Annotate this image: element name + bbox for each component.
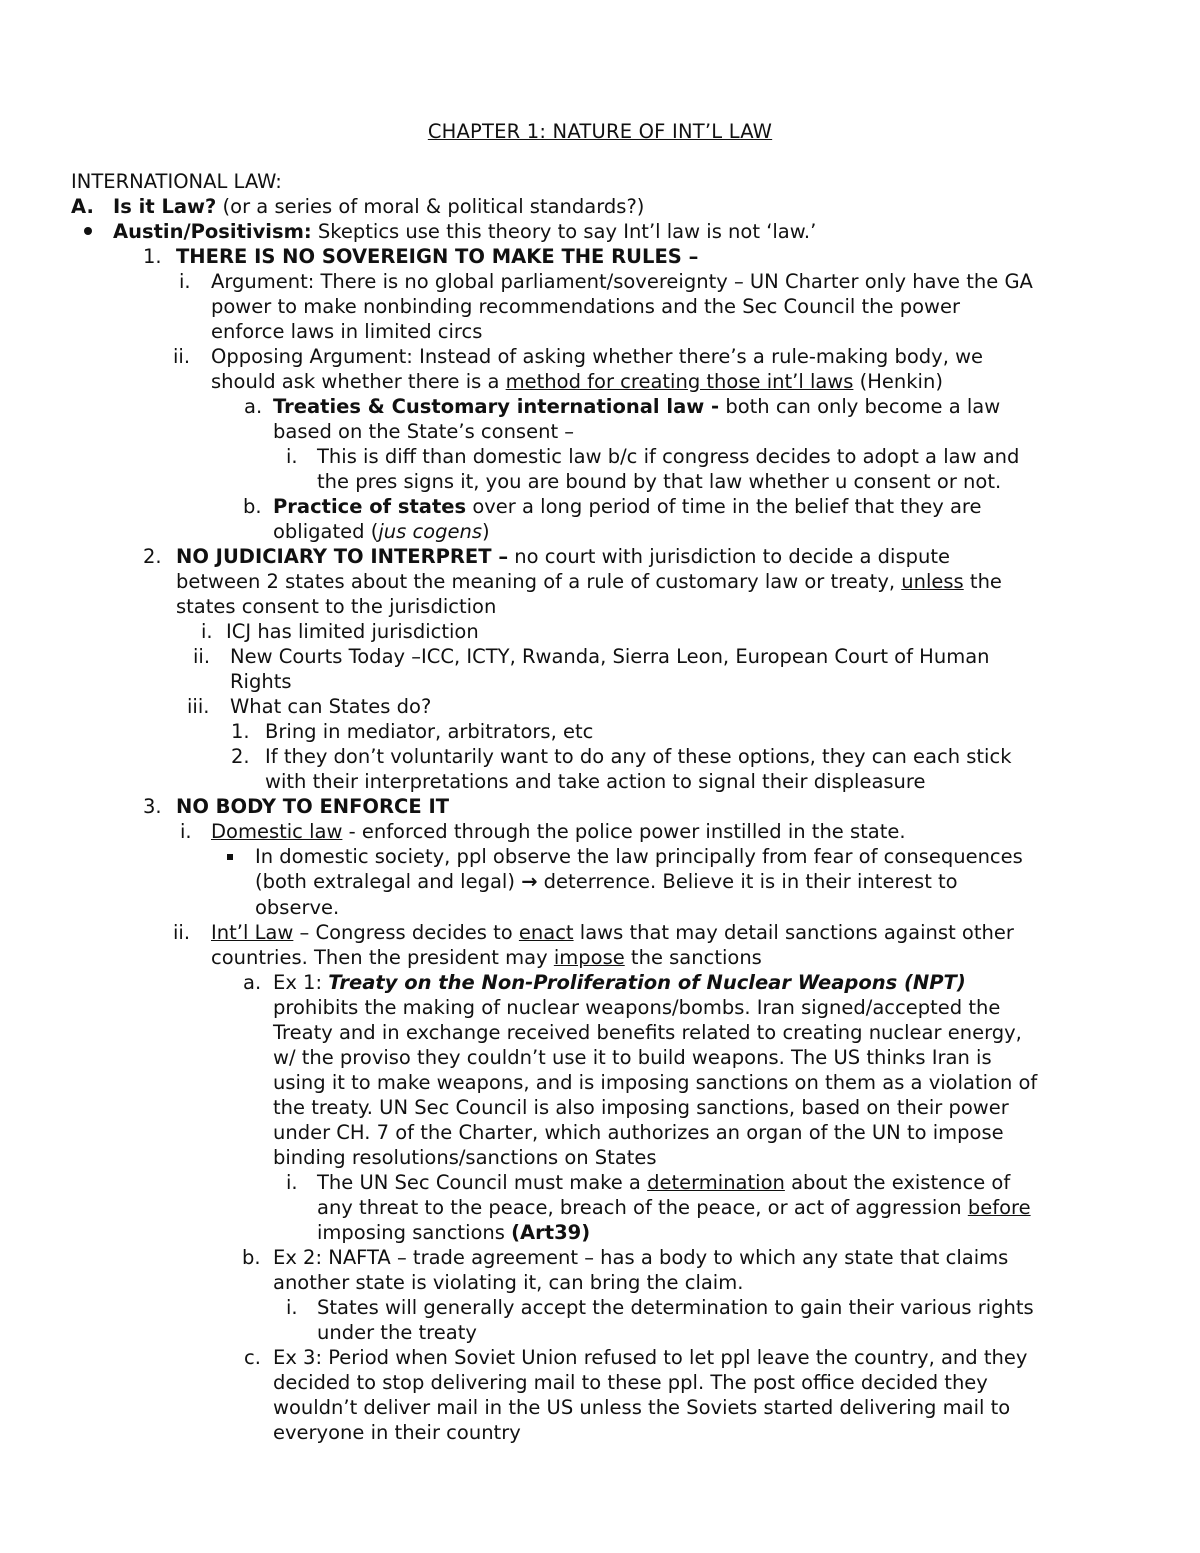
- p3-a-text-7: under CH. 7 of the Charter, which authorizes an organ of the UN to impose: [273, 1121, 1004, 1144]
- p3-a-text-4: w/ the proviso they couldn’t use it to build weapons. The US thinks Iran is: [273, 1046, 992, 1069]
- p3-c-text-1: Ex 3: Period when Soviet Union refused to let ppl leave the country, and they: [273, 1346, 1028, 1369]
- p3-b-i-line-2: [0, 1320, 1200, 1345]
- p1-a-i-line-2: [0, 469, 1200, 494]
- p3-c-line-3: [0, 1395, 1200, 1420]
- p2-n1-marker: 1.: [231, 720, 250, 743]
- p3-sq-line-1: [0, 844, 1200, 869]
- p2-ii-text-2: Rights: [230, 670, 292, 693]
- point-2-marker: 2.: [143, 545, 162, 568]
- p1-a-text-2: based on the State’s consent –: [273, 420, 575, 443]
- section-a-text: [113, 194, 644, 219]
- p3-a-i-marker: i.: [286, 1171, 298, 1194]
- p1-b-line-1: [0, 494, 1200, 519]
- p3-c-line-4: [0, 1420, 1200, 1445]
- p3-a-i-text-1: The UN Sec Council must make a determination about the existence of: [317, 1171, 1011, 1194]
- p2-ii-line-2: [0, 669, 1200, 694]
- p2-iii-marker: iii.: [187, 695, 210, 718]
- point-1-heading: THERE IS NO SOVEREIGN TO MAKE THE RULES –: [176, 245, 699, 268]
- austin-rest: Skeptics use this theory to say Int’l law is not ‘law.’: [311, 220, 817, 243]
- p3-b-text-2: another state is violating it, can bring the claim.: [273, 1271, 744, 1294]
- p1-a-i-text-2: the pres signs it, you are bound by that law whether u consent or not.: [317, 470, 1002, 493]
- p1-a-text-1: Treaties & Customary international law - both can only become a law: [273, 395, 1001, 418]
- p3-c-line-2: [0, 1370, 1200, 1395]
- p3-a-i-text-2: any threat to the peace, breach of the peace, or act of aggression before: [317, 1196, 1031, 1219]
- p3-b-line-2: [0, 1270, 1200, 1295]
- p3-c-text-4: everyone in their country: [273, 1421, 521, 1444]
- p2-i-text: ICJ has limited jurisdiction: [226, 620, 479, 643]
- p2-ii-text-1: New Courts Today –ICC, ICTY, Rwanda, Sierra Leon, European Court of Human: [230, 645, 990, 668]
- p1-i-line-3: [0, 319, 1200, 344]
- p3-ii-line-2: [0, 945, 1200, 970]
- p3-a-line-1: [0, 970, 1200, 995]
- p1-a-i-line-1: [0, 444, 1200, 469]
- p2-n2-text-1: If they don’t voluntarily want to do any of these options, they can each stick: [265, 745, 1012, 768]
- p1-b-marker: b.: [243, 495, 262, 518]
- p3-c-text-2: decided to stop delivering mail to these ppl. The post office decided they: [273, 1371, 988, 1394]
- p2-n2-text-2: with their interpretations and take action to signal their displeasure: [265, 770, 926, 793]
- p3-a-i-line-3: [0, 1220, 1200, 1245]
- p3-b-marker: b.: [242, 1246, 261, 1269]
- austin-text: [113, 219, 816, 244]
- p1-ii-text-1: Opposing Argument: Instead of asking whether there’s a rule-making body, we: [211, 345, 984, 368]
- p2-i-marker: i.: [201, 620, 213, 643]
- p1-i-line-1: [0, 269, 1200, 294]
- point-2-line-2: [0, 569, 1200, 594]
- p1-a-i-text-1: This is diff than domestic law b/c if congress decides to adopt a law and: [317, 445, 1020, 468]
- p2-n2-line-2: [0, 769, 1200, 794]
- p3-sq-text-2: (both extralegal and legal) → deterrence. Believe it is in their interest to: [255, 870, 958, 893]
- square-bullet-icon: [227, 844, 233, 869]
- document-body: [0, 169, 1200, 1445]
- p3-b-i-line-1: [0, 1295, 1200, 1320]
- p3-a-line-7: [0, 1120, 1200, 1145]
- p3-b-line-1: [0, 1245, 1200, 1270]
- p1-ii-line-1: [0, 344, 1200, 369]
- austin-bullet-line: [0, 219, 1200, 244]
- p3-i-line: [0, 819, 1200, 844]
- p1-a-line-1: [0, 394, 1200, 419]
- p1-ii-text-2: should ask whether there is a method for creating those int’l laws (Henkin): [211, 370, 943, 393]
- p3-ii-marker: ii.: [173, 921, 191, 944]
- p2-iii-line: [0, 694, 1200, 719]
- p1-b-text-2: obligated (jus cogens): [273, 520, 490, 543]
- section-a-bold: Is it Law?: [113, 195, 217, 218]
- p3-a-line-2: [0, 995, 1200, 1020]
- p3-a-text-3: Treaty and in exchange received benefits related to creating nuclear energy,: [273, 1021, 1022, 1044]
- p1-a-line-2: [0, 419, 1200, 444]
- p2-ii-marker: ii.: [193, 645, 211, 668]
- point-2-text-2: between 2 states about the meaning of a rule of customary law or treaty, unless the: [176, 570, 1002, 593]
- p3-sq-line-2: [0, 869, 1200, 895]
- p3-c-marker: c.: [244, 1346, 261, 1369]
- p1-a-i-marker: i.: [286, 445, 298, 468]
- p3-ii-line-1: [0, 920, 1200, 945]
- p2-ii-line-1: [0, 644, 1200, 669]
- point-2-text-3: states consent to the jurisdiction: [176, 595, 497, 618]
- p3-b-i-text-2: under the treaty: [317, 1321, 477, 1344]
- p3-c-line-1: [0, 1345, 1200, 1370]
- p1-a-marker: a.: [244, 395, 263, 418]
- p3-b-i-marker: i.: [286, 1296, 298, 1319]
- p3-a-line-5: [0, 1070, 1200, 1095]
- p3-a-i-text-3: imposing sanctions (Art39): [317, 1221, 591, 1244]
- point-2-line-3: [0, 594, 1200, 619]
- p2-n1-line: [0, 719, 1200, 744]
- p3-a-i-line-2: [0, 1195, 1200, 1220]
- bullet-dot-icon: [84, 219, 92, 244]
- p1-ii-marker: ii.: [173, 345, 191, 368]
- p1-b-text-1: Practice of states over a long period of time in the belief that they are: [273, 495, 982, 518]
- p3-a-i-line-1: [0, 1170, 1200, 1195]
- p2-n2-line-1: [0, 744, 1200, 769]
- p3-a-text-6: the treaty. UN Sec Council is also imposing sanctions, based on their power: [273, 1096, 1009, 1119]
- p2-iii-text: What can States do?: [230, 695, 432, 718]
- p3-a-marker: a.: [243, 971, 262, 994]
- p3-i-text: Domestic law - enforced through the police power instilled in the state.: [211, 820, 906, 843]
- p1-ii-line-2: [0, 369, 1200, 394]
- p2-i-line: [0, 619, 1200, 644]
- page-title: CHAPTER 1: NATURE OF INT’L LAW: [427, 120, 773, 143]
- p3-i-marker: i.: [180, 820, 192, 843]
- point-2-line: [0, 544, 1200, 569]
- section-a-rest: (or a series of moral & political standards?): [216, 195, 645, 218]
- point-3-line: [0, 794, 1200, 819]
- point-1-marker: 1.: [143, 245, 162, 268]
- p3-a-text-8: binding resolutions/sanctions on States: [273, 1146, 657, 1169]
- p1-b-line-2: [0, 519, 1200, 544]
- p2-n2-marker: 2.: [231, 745, 250, 768]
- p3-a-line-4: [0, 1045, 1200, 1070]
- point-2-text-1: NO JUDICIARY TO INTERPRET – no court with jurisdiction to decide a dispute: [176, 545, 951, 568]
- p3-sq-line-3: [0, 895, 1200, 920]
- section-a-line: [0, 194, 1200, 219]
- p3-a-line-3: [0, 1020, 1200, 1045]
- p3-a-text-1: Ex 1: Treaty on the Non-Proliferation of Nuclear Weapons (NPT): [273, 971, 966, 994]
- p3-c-text-3: wouldn’t deliver mail in the US unless the Soviets started delivering mail to: [273, 1396, 1011, 1419]
- section-a-marker: A.: [71, 195, 94, 218]
- p3-b-text-1: Ex 2: NAFTA – trade agreement – has a body to which any state that claims: [273, 1246, 1009, 1269]
- p3-sq-text-1: In domestic society, ppl observe the law principally from fear of consequences: [255, 845, 1023, 868]
- p2-n1-text: Bring in mediator, arbitrators, etc: [265, 720, 594, 743]
- section-heading: INTERNATIONAL LAW:: [71, 170, 282, 193]
- p1-i-text-3: enforce laws in limited circs: [211, 320, 483, 343]
- p1-i-text-2: power to make nonbinding recommendations and the Sec Council the power: [211, 295, 961, 318]
- p3-a-text-2: prohibits the making of nuclear weapons/bombs. Iran signed/accepted the: [273, 996, 1001, 1019]
- point-3-heading: NO BODY TO ENFORCE IT: [176, 795, 449, 818]
- p3-a-line-6: [0, 1095, 1200, 1120]
- method-underlined: method for creating those int’l laws: [505, 370, 854, 393]
- austin-bold: Austin/Positivism:: [113, 220, 312, 243]
- p3-a-line-8: [0, 1145, 1200, 1170]
- p3-a-text-5: using it to make weapons, and is imposing sanctions on them as a violation of: [273, 1071, 1038, 1094]
- p3-ii-text-2: countries. Then the president may impose the sanctions: [211, 946, 762, 969]
- point-3-marker: 3.: [143, 795, 162, 818]
- p3-sq-text-3: observe.: [255, 896, 340, 919]
- p1-i-line-2: [0, 294, 1200, 319]
- point-1-line: [0, 244, 1200, 269]
- p1-i-text-1: Argument: There is no global parliament/sovereignty – UN Charter only have the GA: [211, 270, 1033, 293]
- p1-i-marker: i.: [179, 270, 191, 293]
- arrow-right-icon: →: [521, 870, 538, 893]
- heading-line: [0, 169, 1200, 194]
- p3-b-i-text-1: States will generally accept the determination to gain their various rights: [317, 1296, 1034, 1319]
- p3-ii-text-1: Int’l Law – Congress decides to enact laws that may detail sanctions against other: [211, 921, 1014, 944]
